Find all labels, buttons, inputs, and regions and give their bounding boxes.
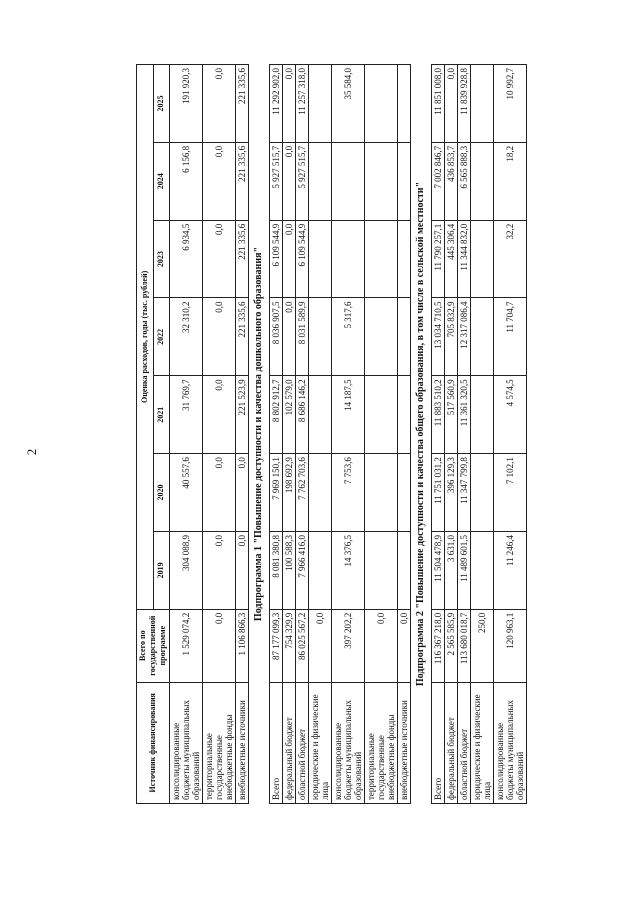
row-value: 11 790 257,1 xyxy=(432,220,445,298)
table-row xyxy=(458,65,471,804)
row-value: 8 036 907,5 xyxy=(270,298,283,376)
row-value xyxy=(309,142,332,220)
row-value xyxy=(332,142,365,220)
row-label: внебюджетные источники xyxy=(398,682,411,803)
row-label: Всего xyxy=(432,682,445,803)
table-row xyxy=(283,65,296,804)
year-header: 2023 xyxy=(153,220,170,298)
row-value xyxy=(471,531,494,609)
row-value xyxy=(398,531,411,609)
table-row xyxy=(365,65,398,804)
subprogram1-table xyxy=(269,64,411,804)
row-value: 0,0 xyxy=(203,376,236,454)
row-value: 7 762 703,6 xyxy=(296,454,309,532)
row-value: 436 853,7 xyxy=(445,142,458,220)
row-value xyxy=(471,65,494,143)
row-value: 7 969 150,1 xyxy=(270,454,283,532)
row-value: 18,2 xyxy=(494,142,527,220)
row-value: 32,2 xyxy=(494,220,527,298)
page-number: 2 xyxy=(24,448,39,456)
subprogram1-title: Подпрограмма 1 "Повышение доступности и качества дошкольного образования" xyxy=(253,246,264,622)
row-value: 705 832,9 xyxy=(445,298,458,376)
row-value: 11 504 478,9 xyxy=(432,531,445,609)
year-header: 2019 xyxy=(153,531,170,609)
row-value: 7 753,6 xyxy=(332,454,365,532)
row-total: 120 963,1 xyxy=(494,609,527,682)
row-value: 14 187,5 xyxy=(332,376,365,454)
row-label: юридические и физические лица xyxy=(471,682,494,803)
row-label: Всего xyxy=(270,682,283,803)
row-value xyxy=(365,454,398,532)
row-value: 6 565 888,3 xyxy=(458,142,471,220)
row-value: 0,0 xyxy=(283,65,296,143)
row-value: 0,0 xyxy=(203,220,236,298)
row-value xyxy=(332,220,365,298)
total-header: Всего по государственной программе xyxy=(137,609,170,682)
row-value: 4 574,5 xyxy=(494,376,527,454)
row-value xyxy=(365,65,398,143)
row-value xyxy=(309,220,332,298)
row-value xyxy=(398,376,411,454)
row-value xyxy=(309,376,332,454)
row-value: 12 317 086,4 xyxy=(458,298,471,376)
row-label: областной бюджет xyxy=(296,682,309,803)
year-header: 2024 xyxy=(153,142,170,220)
row-value: 31 769,7 xyxy=(170,376,203,454)
top-rows xyxy=(170,65,249,804)
table-row xyxy=(296,65,309,804)
row-value: 5 927 515,7 xyxy=(296,142,309,220)
row-total: 0,0 xyxy=(203,609,236,682)
row-value: 0,0 xyxy=(203,298,236,376)
subprogram2-table xyxy=(431,64,527,804)
row-value xyxy=(309,531,332,609)
row-total: 397 202,2 xyxy=(332,609,365,682)
row-total: 116 367 218,0 xyxy=(432,609,445,682)
row-value: 8 802 912,7 xyxy=(270,376,283,454)
row-value: 8 031 589,9 xyxy=(296,298,309,376)
row-value: 0,0 xyxy=(283,220,296,298)
row-value: 221 523,9 xyxy=(236,376,249,454)
top-table xyxy=(136,64,249,804)
row-value: 0,0 xyxy=(203,142,236,220)
row-value: 14 376,5 xyxy=(332,531,365,609)
row-value: 221 335,6 xyxy=(236,142,249,220)
row-label: территориальные государственные внебюджетные фонды xyxy=(203,682,236,803)
row-value xyxy=(398,220,411,298)
row-total: 0,0 xyxy=(398,609,411,682)
row-value: 6 109 544,9 xyxy=(296,220,309,298)
row-value: 221 335,6 xyxy=(236,65,249,143)
row-value xyxy=(398,142,411,220)
table-row xyxy=(432,65,445,804)
row-value: 11 489 601,5 xyxy=(458,531,471,609)
year-header: 2021 xyxy=(153,376,170,454)
row-value: 10 992,7 xyxy=(494,65,527,143)
row-value: 445 306,4 xyxy=(445,220,458,298)
row-value: 6 156,8 xyxy=(170,142,203,220)
row-value xyxy=(471,376,494,454)
row-total: 0,0 xyxy=(309,609,332,682)
row-value: 11 347 799,8 xyxy=(458,454,471,532)
row-value xyxy=(365,142,398,220)
row-value: 11 246,4 xyxy=(494,531,527,609)
row-value: 8 081 380,8 xyxy=(270,531,283,609)
row-total: 87 177 099,3 xyxy=(270,609,283,682)
table-row xyxy=(471,65,494,804)
row-value: 0,0 xyxy=(283,142,296,220)
row-value: 517 560,9 xyxy=(445,376,458,454)
row-value: 6 109 544,9 xyxy=(270,220,283,298)
row-label: территориальные государственные внебюджетные фонды xyxy=(365,682,398,803)
row-value: 396 129,3 xyxy=(445,454,458,532)
row-total: 754 329,9 xyxy=(283,609,296,682)
table-row xyxy=(494,65,527,804)
row-value xyxy=(471,142,494,220)
subprogram2-title: Подпрограмма 2 "Повышение доступности и качества общего образования, в том числе в сельской местности" xyxy=(415,181,426,687)
row-value: 11 361 320,5 xyxy=(458,376,471,454)
row-value: 40 557,6 xyxy=(170,454,203,532)
subprogram1-rows xyxy=(270,65,411,804)
row-value xyxy=(309,298,332,376)
table-row xyxy=(332,65,365,804)
row-value: 7 966 416,0 xyxy=(296,531,309,609)
row-value xyxy=(398,298,411,376)
row-total: 1 106 866,3 xyxy=(236,609,249,682)
row-value: 11 292 902,0 xyxy=(270,65,283,143)
table-row xyxy=(236,65,249,804)
row-total: 0,0 xyxy=(365,609,398,682)
row-value xyxy=(309,65,332,143)
row-label: консолидированные бюджеты муниципальных образований xyxy=(170,682,203,803)
row-value xyxy=(365,298,398,376)
row-value: 0,0 xyxy=(203,65,236,143)
table-row xyxy=(270,65,283,804)
estimate-header: Оценка расходов, годы (тыс. рублей) xyxy=(137,65,154,610)
row-total: 1 529 074,2 xyxy=(170,609,203,682)
row-value: 6 934,5 xyxy=(170,220,203,298)
row-value: 11 257 318,0 xyxy=(296,65,309,143)
row-value: 5 317,6 xyxy=(332,298,365,376)
row-value: 11 839 928,8 xyxy=(458,65,471,143)
row-value xyxy=(309,454,332,532)
row-value: 8 686 146,2 xyxy=(296,376,309,454)
row-value: 0,0 xyxy=(236,454,249,532)
row-label: федеральный бюджет xyxy=(445,682,458,803)
row-label: консолидированные бюджеты муниципальных образований xyxy=(332,682,365,803)
row-total: 86 025 567,2 xyxy=(296,609,309,682)
year-header: 2022 xyxy=(153,298,170,376)
row-value: 11 704,7 xyxy=(494,298,527,376)
source-header: Источник финансирования xyxy=(137,682,170,803)
year-header: 2025 xyxy=(153,65,170,143)
row-value: 35 584,0 xyxy=(332,65,365,143)
row-value xyxy=(398,65,411,143)
table-row xyxy=(170,65,203,804)
row-value xyxy=(471,454,494,532)
row-total: 113 680 018,7 xyxy=(458,609,471,682)
year-header: 2020 xyxy=(153,454,170,532)
row-value xyxy=(365,531,398,609)
table-row xyxy=(309,65,332,804)
row-value xyxy=(471,298,494,376)
row-value: 221 335,6 xyxy=(236,220,249,298)
row-value: 0,0 xyxy=(203,531,236,609)
row-value xyxy=(398,454,411,532)
row-value: 13 034 710,5 xyxy=(432,298,445,376)
row-value: 0,0 xyxy=(203,454,236,532)
rotated-content xyxy=(136,64,525,804)
row-value: 0,0 xyxy=(445,65,458,143)
row-value: 3 631,0 xyxy=(445,531,458,609)
row-value: 221 335,6 xyxy=(236,298,249,376)
row-value: 11 883 510,2 xyxy=(432,376,445,454)
row-value xyxy=(365,220,398,298)
row-label: внебюджетные источники xyxy=(236,682,249,803)
table-row xyxy=(445,65,458,804)
row-label: федеральный бюджет xyxy=(283,682,296,803)
row-total: 250,0 xyxy=(471,609,494,682)
row-label: областной бюджет xyxy=(458,682,471,803)
table-row xyxy=(203,65,236,804)
row-value: 304 088,9 xyxy=(170,531,203,609)
table-row xyxy=(398,65,411,804)
row-value: 11 344 832,0 xyxy=(458,220,471,298)
row-value: 32 310,2 xyxy=(170,298,203,376)
row-value: 100 588,3 xyxy=(283,531,296,609)
row-value: 102 579,0 xyxy=(283,376,296,454)
row-value: 7 102,1 xyxy=(494,454,527,532)
row-value: 7 002 846,7 xyxy=(432,142,445,220)
row-value xyxy=(365,376,398,454)
row-value: 0,0 xyxy=(236,531,249,609)
row-value: 0,0 xyxy=(283,298,296,376)
row-label: юридические и физические лица xyxy=(309,682,332,803)
subprogram2-rows xyxy=(432,65,527,804)
row-value: 11 751 031,2 xyxy=(432,454,445,532)
row-value: 198 692,9 xyxy=(283,454,296,532)
row-label: консолидированные бюджеты муниципальных образований xyxy=(494,682,527,803)
row-total: 2 565 585,9 xyxy=(445,609,458,682)
row-value: 191 920,3 xyxy=(170,65,203,143)
row-value: 11 851 008,0 xyxy=(432,65,445,143)
row-value: 5 927 515,7 xyxy=(270,142,283,220)
row-value xyxy=(471,220,494,298)
